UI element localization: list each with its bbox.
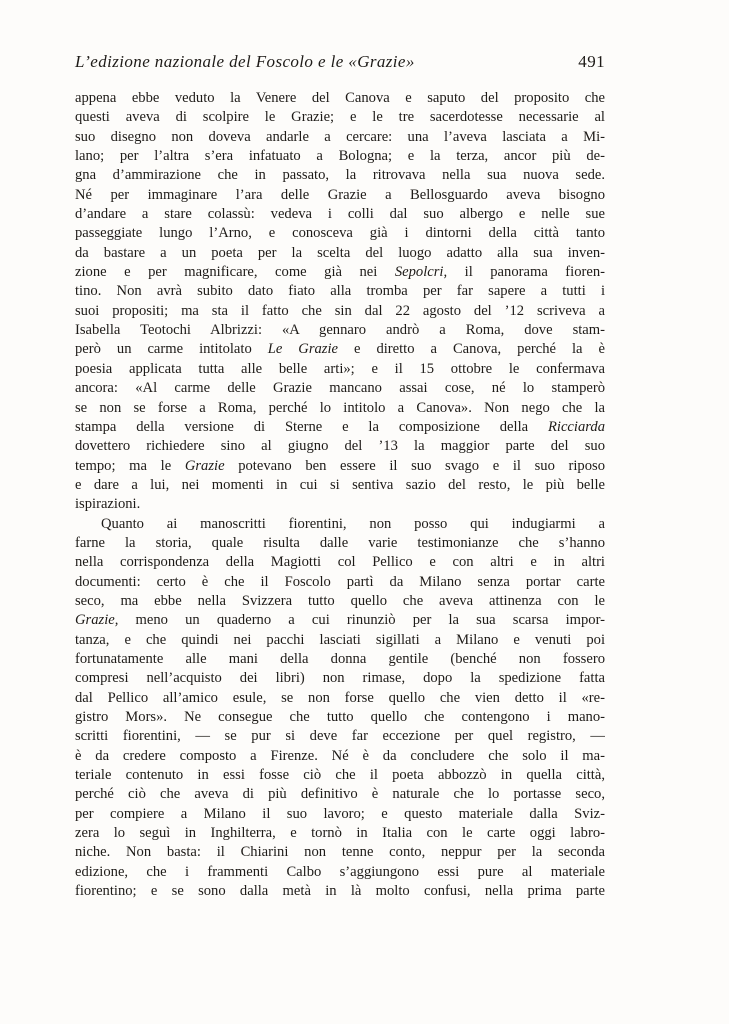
text-line: poesia applicata tutta alle belle arti»; e il 15 ottobre le confermava (75, 360, 605, 377)
text-line: documenti: certo è che il Foscolo partì da Milano senza portar carte (75, 573, 605, 590)
text-line: se non se forse a Roma, perché lo intitolo a Canova». Non nego che la (75, 399, 605, 416)
italic-title: Sepolcri, (394, 264, 448, 281)
text-line: edizione, che i frammenti Calbo s’aggiungono essi pure al materiale (75, 863, 605, 880)
text-line: tino. Non avrà subito dato fiato alla tromba per far sapere a tutti i (75, 283, 605, 300)
text-line: appena ebbe veduto la Venere del Canova e saputo del proposito che (75, 90, 605, 106)
text-line: suoi propositi; ma sta il fatto che sin dal 22 agosto del ’12 scriveva a (75, 302, 605, 319)
text-line (75, 611, 605, 630)
text-line: zera lo seguì in Inghilterra, e tornò in Italia con le carte oggi labro- (75, 825, 605, 842)
text-line: gna d’ammirazione che in passato, la ritrovava nella sua nuova sede. (75, 167, 605, 184)
text-line: dovettero richiedere sino al giugno del ’13 la maggior parte del suo (75, 438, 605, 455)
italic-title: Le Grazie (267, 341, 339, 358)
text-line: suo disegno non doveva andarle a cercare: una l’aveva lasciata a Mi- (75, 128, 605, 145)
text-span: stampa della versione di Sterne e la composizione della (75, 418, 548, 435)
text-span: meno un quaderno a cui rinunziò per la sua scarsa impor- (118, 612, 605, 629)
text-line: da bastare a un poeta per la scelta del luogo adatto alla sua inven- (75, 244, 605, 261)
text-line: fortunatamente alle mani della donna gentile (benché non fossero (75, 650, 605, 667)
text-span: zione e per magnificare, come già nei (75, 264, 395, 281)
text-line: tanza, e che quindi nei pacchi lasciati sigillati a Milano e venuti poi (75, 631, 605, 648)
text-span: il panorama fioren- (447, 264, 605, 281)
italic-title: Ricciarda (547, 418, 605, 435)
text-line (75, 457, 605, 476)
body-text (75, 89, 605, 901)
italic-title: Grazie, (75, 612, 119, 629)
text-line: passeggiate lungo l’Arno, e conosceva già i dintorni della città tanto (75, 225, 605, 242)
text-line: d’andare a stare colassù: vedeva i colli dal suo albergo e nelle sue (75, 206, 605, 223)
text-line: compresi nell’acquisto dei libri) non rimase, dopo la spedizione fatta (75, 670, 605, 687)
text-span: però un carme intitolato (75, 341, 268, 358)
text-line: è da credere composto a Firenze. Né è da concludere che solo il ma- (75, 747, 605, 764)
text-line: scritti fiorentini, — se pur si deve far eccezione per quel registro, — (75, 728, 605, 745)
text-line: Isabella Teotochi Albrizzi: «A gennaro andrò a Roma, dove stam- (75, 322, 605, 339)
page-number: 491 (578, 52, 605, 71)
text-line: ispirazioni. (75, 496, 141, 513)
text-line: per compiere a Milano il suo lavoro; e questo materiale dalla Sviz- (75, 805, 605, 822)
text-span: potevano ben essere il suo svago e il suo riposo (224, 457, 605, 474)
text-span: e diretto a Canova, perché la è (338, 341, 605, 358)
text-line (75, 340, 605, 359)
text-line: farne la storia, quale risulta dalle varie testimonianze che s’hanno (75, 534, 605, 551)
text-line: fiorentino; e se sono dalla metà in là molto confusi, nella prima parte (75, 883, 605, 900)
italic-title: Grazie (184, 457, 225, 474)
text-line: lano; per l’altra s’era infatuato a Bologna; e la terza, ancor più de- (75, 148, 605, 165)
text-line: gistro Mors». Ne consegue che tutto quello che contengono i mano- (75, 709, 605, 725)
text-line: nella corrispondenza della Magiotti col Pellico e con altri e in altri (75, 554, 605, 571)
text-line: Né per immaginare l’ara delle Grazie a Bellosguardo aveva bisogno (75, 186, 605, 203)
page-header (75, 52, 605, 76)
text-line: teriale contenuto in essi fosse ciò che il poeta abbozzò in quella città, (75, 767, 605, 784)
paragraph (75, 515, 605, 902)
text-line: ancora: «Al carme delle Grazie mancano assai cose, né lo stamperò (75, 380, 605, 397)
text-line: questi aveva di scolpire le Grazie; e le tre sacerdotesse necessarie al (75, 109, 605, 126)
text-line: niche. Non basta: il Chiarini non tenne conto, neppur per la seconda (75, 844, 605, 861)
text-line: dal Pellico all’amico esule, se non forse quello che vien detto il «re- (75, 689, 605, 706)
text-line: e dare a lui, nei momenti in cui si sentiva sazio del resto, le più belle (75, 476, 605, 493)
text-line: Quanto ai manoscritti fiorentini, non posso qui indugiarmi a (101, 515, 605, 532)
text-line: seco, ma ebbe nella Svizzera tutto quello che aveva attinenza con le (75, 592, 605, 609)
paragraph (75, 89, 605, 515)
text-span: tempo; ma le (75, 457, 185, 474)
text-line: perché ciò che aveva di più definitivo è naturale che lo portasse seco, (75, 786, 605, 803)
running-title: L’edizione nazionale del Foscolo e le «Grazie» (75, 52, 415, 71)
text-line (75, 418, 605, 437)
text-line (75, 263, 605, 282)
